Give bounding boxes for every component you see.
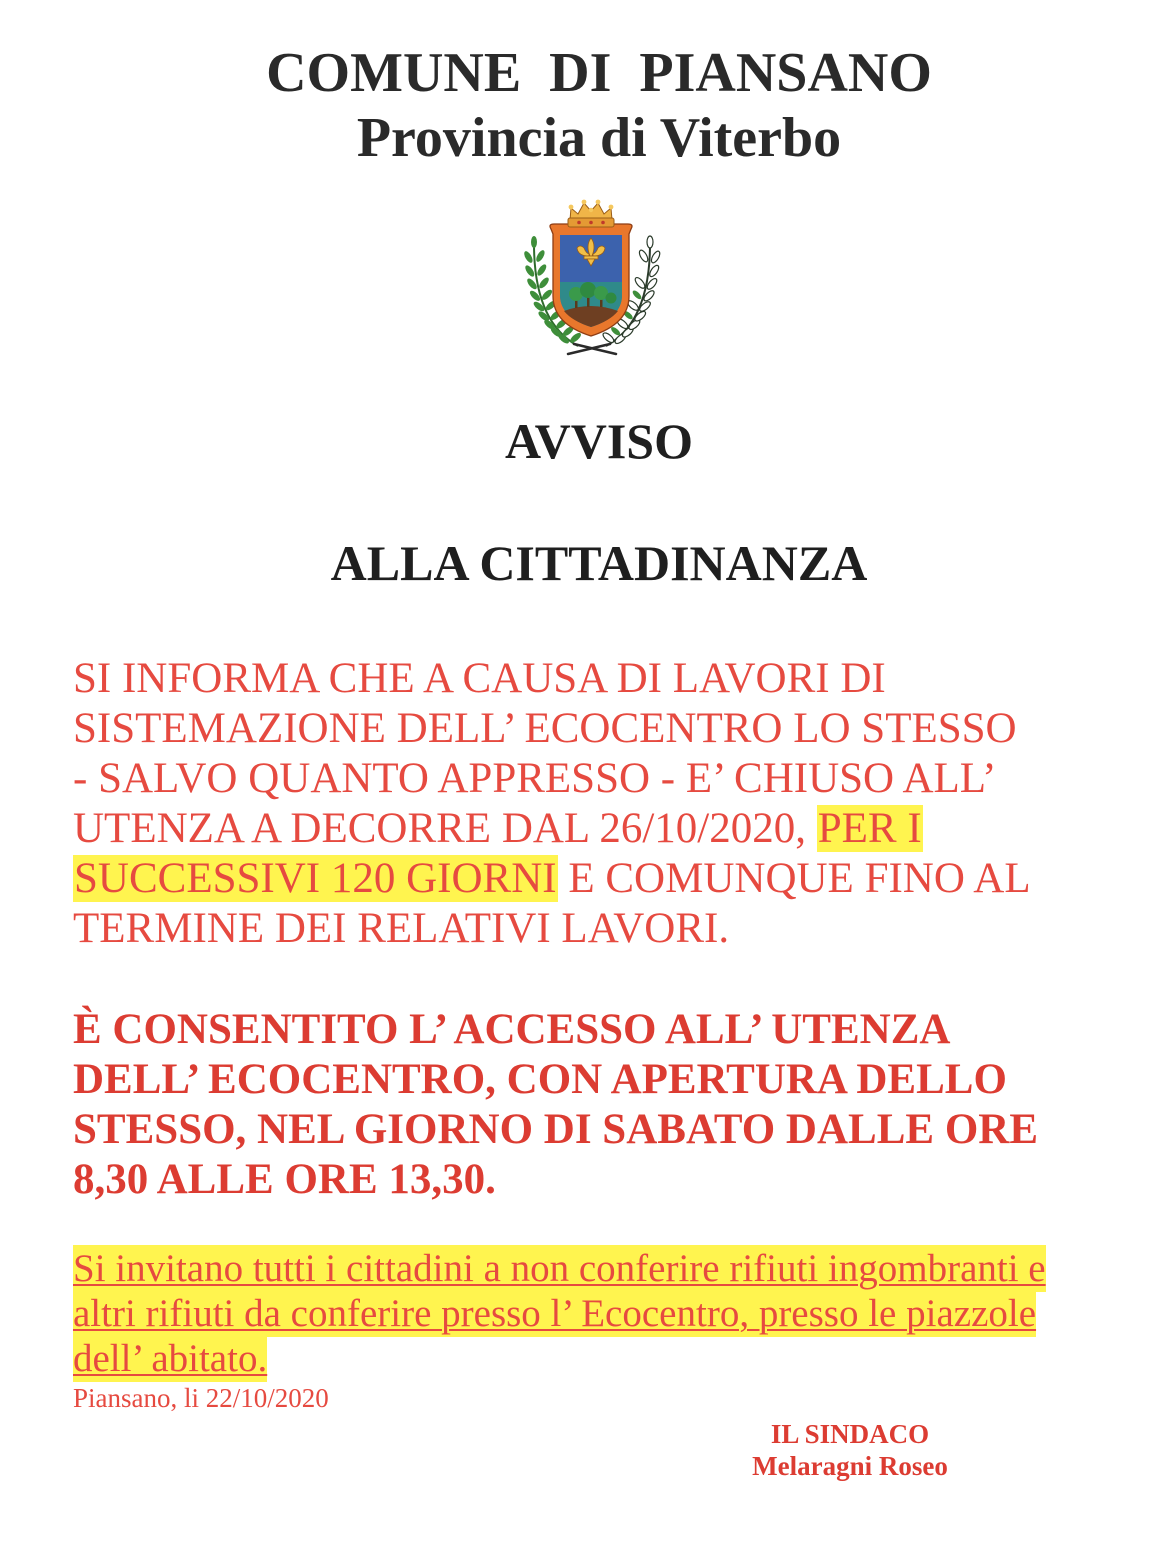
invitation-line xyxy=(73,1291,1046,1336)
invitation-text: dell’ abitato. xyxy=(73,1337,268,1380)
crown-icon xyxy=(568,200,614,227)
information-line xyxy=(73,854,1031,904)
highlighted-duration: SUCCESSIVI 120 GIORNI xyxy=(74,855,557,902)
invitation-line xyxy=(73,1336,1046,1381)
information-line: SI INFORMA CHE A CAUSA DI LAVORI DI xyxy=(73,655,886,702)
place-and-date: Piansano, li 22/10/2020 xyxy=(73,1383,329,1413)
shield-icon xyxy=(550,224,632,336)
province-name: Provincia di Viterbo xyxy=(356,107,842,169)
information-paragraph xyxy=(73,654,1031,954)
information-line: - SALVO QUANTO APPRESSO - E’ CHIUSO ALL’ xyxy=(73,755,997,802)
information-text: E COMUNQUE FINO AL xyxy=(568,855,1031,902)
opening-hours-line: È CONSENTITO L’ ACCESSO ALL’ UTENZA xyxy=(73,1006,951,1053)
invitation-text: altri rifiuti da conferire presso l’ Ecocentro, presso le piazzole xyxy=(73,1292,1037,1335)
information-text: UTENZA A DECORRE DAL 26/10/2020, xyxy=(73,805,806,852)
crossed-stems-icon xyxy=(568,344,616,354)
opening-hours-line: 8,30 ALLE ORE 13,30. xyxy=(73,1156,496,1203)
information-line: TERMINE DEI RELATIVI LAVORI. xyxy=(73,905,730,952)
invitation-text: Si invitano tutti i cittadini a non conferire rifiuti ingombranti e xyxy=(73,1247,1046,1290)
invitation-paragraph xyxy=(73,1246,1046,1381)
signature-title: IL SINDACO xyxy=(770,1419,930,1449)
coat-of-arms-icon xyxy=(514,198,670,356)
opening-hours-paragraph xyxy=(73,1005,1038,1205)
municipality-name: COMUNE DI PIANSANO xyxy=(266,42,932,104)
highlighted-duration: PER I xyxy=(817,805,922,852)
opening-hours-line: STESSO, NEL GIORNO DI SABATO DALLE ORE xyxy=(73,1106,1039,1153)
notice-title: AVVISO xyxy=(504,413,694,469)
information-line: SISTEMAZIONE DELL’ ECOCENTRO LO STESSO xyxy=(73,705,1017,752)
opening-hours-line: DELL’ ECOCENTRO, CON APERTURA DELLO xyxy=(73,1056,1007,1103)
signatory-name: Melaragni Roseo xyxy=(752,1451,948,1481)
notice-addressee: ALLA CITTADINANZA xyxy=(330,535,868,591)
information-line xyxy=(73,804,1031,854)
invitation-line xyxy=(73,1246,1046,1291)
